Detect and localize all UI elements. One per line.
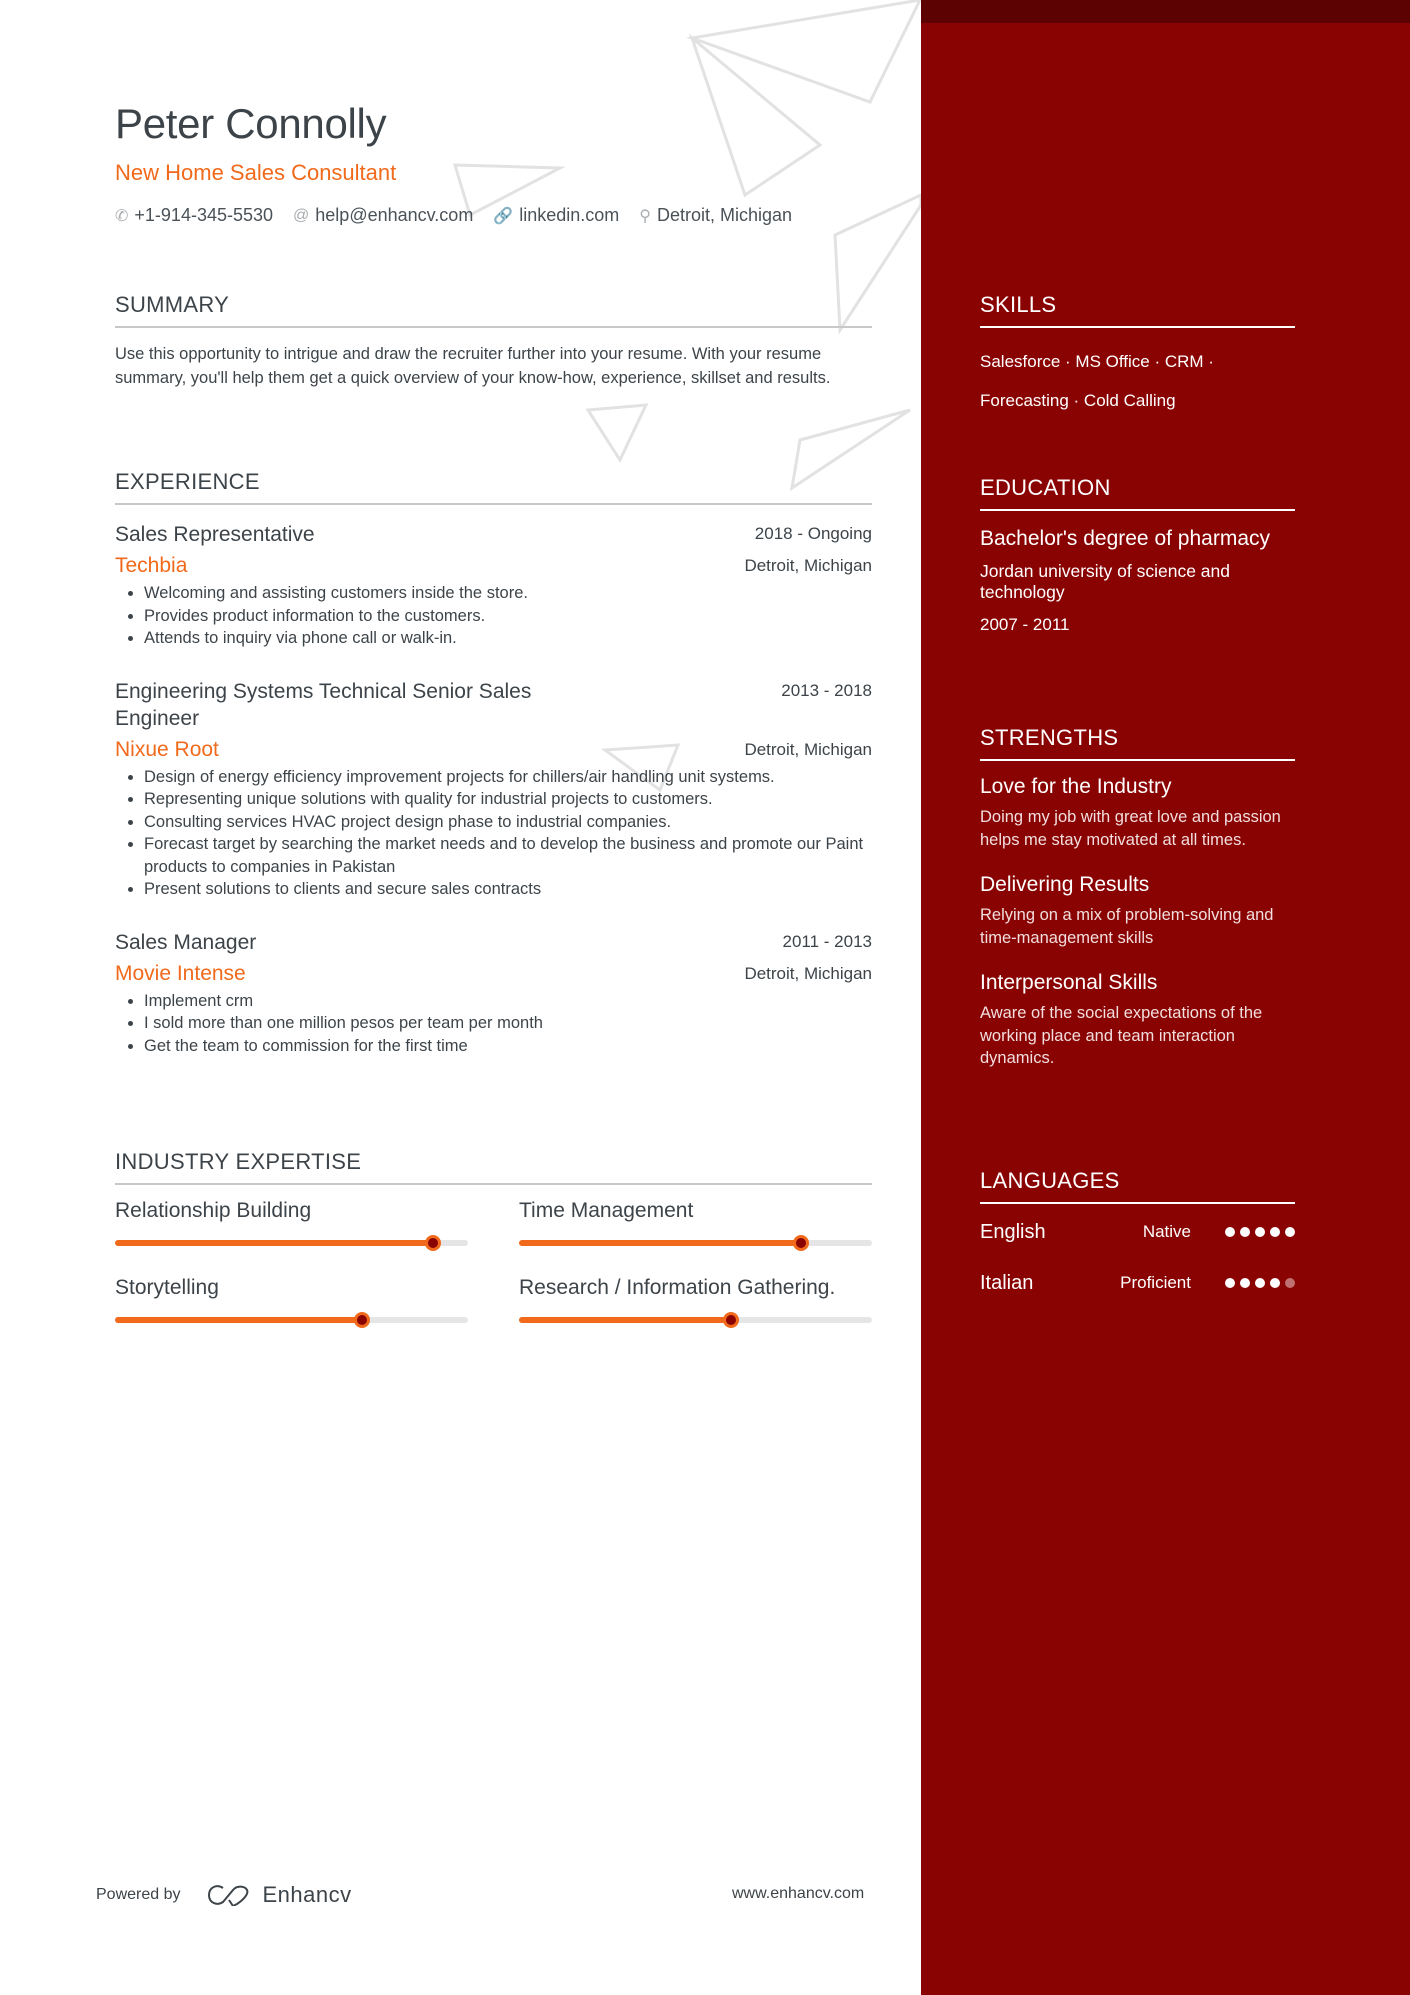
summary-text: Use this opportunity to intrigue and draw the recruiter further into your resume. With your resume summary, you'll help them get a quick overview of your know-how, experience, skillset and results. (115, 345, 831, 387)
skills-line: Forecasting · Cold Calling (980, 391, 1176, 410)
brand-name: Enhancv (262, 1882, 352, 1907)
bullet: • I sold more than one million pesos per team per month (144, 1012, 872, 1035)
bullet: • Get the team to commission for the first time (144, 1035, 872, 1058)
strength-title: Love for the Industry (980, 775, 1172, 798)
job-bullets (144, 582, 872, 650)
proficiency-dots (1225, 1278, 1295, 1288)
expertise-item (115, 1199, 468, 1246)
expertise-label: Time Management (519, 1199, 694, 1222)
enhancv-logo-icon (207, 1884, 253, 1906)
language-level: Proficient (1120, 1273, 1191, 1292)
strength-desc: Doing my job with great love and passion helps me stay motivated at all times. (980, 808, 1281, 849)
language-item (980, 1269, 1295, 1297)
expertise-label: Research / Information Gathering. (519, 1276, 836, 1299)
expertise-item (519, 1276, 872, 1323)
bullet: • Forecast target by searching the market needs and to develop the business and promote our Paint products to companies in Pakistan (144, 833, 872, 878)
language-level: Native (1142, 1222, 1191, 1241)
education-title: EDUCATION (980, 475, 1295, 511)
location-text: Detroit, Michigan (657, 205, 793, 225)
company-name: Movie Intense (115, 961, 246, 985)
job-dates: 2011 - 2013 (782, 931, 872, 951)
contact-email[interactable] (293, 205, 473, 226)
strength-title: Interpersonal Skills (980, 971, 1158, 994)
bullet: • Provides product information to the customers. (144, 605, 872, 628)
bar-knob (425, 1235, 441, 1251)
summary-section (115, 292, 872, 390)
expertise-label: Storytelling (115, 1276, 219, 1299)
strength-item (980, 775, 1295, 851)
footer-url[interactable]: www.enhancv.com (732, 1885, 865, 1902)
expertise-item (519, 1199, 872, 1246)
skills-title: SKILLS (980, 292, 1295, 328)
candidate-role: New Home Sales Consultant (115, 160, 397, 185)
job-location: Detroit, Michigan (744, 963, 872, 983)
bullet: • Present solutions to clients and secure sales contracts (144, 878, 872, 901)
skills-section (980, 292, 1295, 420)
bullet: • Implement crm (144, 990, 872, 1013)
expertise-bar (519, 1240, 872, 1246)
contact-phone[interactable] (115, 205, 273, 226)
bullet: • Welcoming and assisting customers inside the store. (144, 582, 872, 605)
enhancv-logo[interactable] (207, 1882, 352, 1908)
phone-text: +1-914-345-5530 (134, 205, 274, 225)
candidate-name: Peter Connolly (115, 100, 387, 147)
bullet: • Representing unique solutions with quality for industrial projects to customers. (144, 788, 872, 811)
expertise-bar (519, 1317, 872, 1323)
job-dates: 2013 - 2018 (781, 680, 872, 700)
footer-powered-by (96, 1882, 352, 1908)
experience-title: EXPERIENCE (115, 469, 872, 505)
expertise-bar (115, 1240, 468, 1246)
contact-location (639, 205, 792, 226)
proficiency-dots (1225, 1227, 1295, 1237)
bullet: • Consulting services HVAC project design phase to industrial companies. (144, 811, 872, 834)
sidebar-top-strip (921, 0, 1410, 23)
strength-item (980, 873, 1295, 949)
job-title: Sales Representative (115, 523, 315, 546)
contact-row (115, 205, 792, 226)
skills-list (980, 342, 1295, 420)
industry-expertise-section (115, 1149, 872, 1323)
job-location: Detroit, Michigan (744, 739, 872, 759)
education-degree: Bachelor's degree of pharmacy (980, 527, 1271, 550)
strength-item (980, 971, 1295, 1070)
education-years: 2007 - 2011 (980, 615, 1070, 634)
job-title: Sales Manager (115, 930, 257, 954)
strength-desc: Aware of the social expectations of the working place and team interaction dynamics. (980, 1004, 1263, 1067)
phone-icon: ✆ (115, 207, 129, 225)
education-section (980, 475, 1295, 635)
company-name: Techbia (115, 554, 188, 577)
languages-section (980, 1168, 1295, 1297)
skills-line: Salesforce · MS Office · CRM · (980, 352, 1214, 371)
location-pin-icon: ⚲ (639, 207, 651, 225)
job-entry (115, 678, 872, 901)
bullet: • Design of energy efficiency improvement projects for chillers/air handling unit systems. (144, 766, 872, 789)
language-name: English (980, 1220, 1046, 1243)
language-item (980, 1218, 1295, 1246)
job-entry (115, 929, 872, 1058)
bar-knob (354, 1312, 370, 1328)
summary-title: SUMMARY (115, 292, 872, 328)
strength-desc: Relying on a mix of problem-solving and time-management skills (980, 906, 1274, 947)
expertise-item (115, 1276, 468, 1323)
bar-knob (723, 1312, 739, 1328)
contact-linkedin[interactable] (493, 205, 619, 226)
expertise-label: Relationship Building (115, 1199, 312, 1222)
powered-by-label: Powered by (96, 1886, 181, 1903)
expertise-bar (115, 1317, 468, 1323)
job-dates: 2018 - Ongoing (754, 524, 872, 543)
strength-title: Delivering Results (980, 873, 1150, 896)
bullet: • Attends to inquiry via phone call or walk-in. (144, 627, 872, 650)
job-bullets (144, 766, 872, 901)
job-bullets (144, 990, 872, 1058)
expertise-title: INDUSTRY EXPERTISE (115, 1149, 872, 1185)
education-school: Jordan university of science and technology (980, 561, 1230, 602)
link-icon: 🔗 (493, 207, 514, 225)
experience-section (115, 469, 872, 1057)
strengths-title: STRENGTHS (980, 725, 1295, 761)
linkedin-text: linkedin.com (519, 205, 620, 225)
language-name: Italian (980, 1271, 1034, 1294)
languages-title: LANGUAGES (980, 1168, 1295, 1204)
job-location: Detroit, Michigan (744, 556, 872, 575)
at-icon: @ (293, 206, 310, 224)
job-title: Engineering Systems Technical Senior Sales Engineer (115, 679, 532, 730)
strengths-section (980, 725, 1295, 1070)
company-name: Nixue Root (115, 737, 219, 761)
email-text: help@enhancv.com (315, 205, 474, 225)
bar-knob (793, 1235, 809, 1251)
job-entry (115, 521, 872, 650)
